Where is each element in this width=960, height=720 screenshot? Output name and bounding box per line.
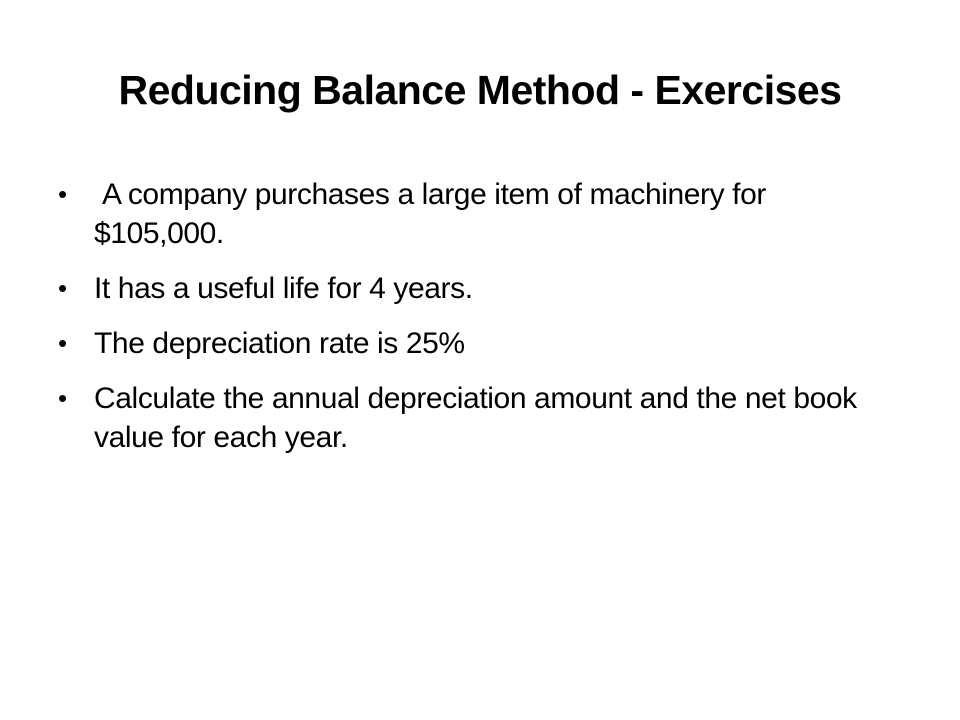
- bullet-icon: •: [58, 179, 67, 209]
- bullet-text: The depreciation rate is 25%: [94, 327, 465, 360]
- slide-title: Reducing Balance Method - Exercises: [118, 67, 842, 113]
- bullet-list: [58, 175, 888, 473]
- bullet-item-task: [58, 379, 888, 457]
- bullet-icon: •: [58, 328, 67, 358]
- bullet-item-purchase: [58, 175, 888, 253]
- bullet-text: Calculate the annual depreciation amount and the net book value for each year.: [94, 382, 857, 454]
- bullet-text: A company purchases a large item of machinery for $105,000.: [94, 178, 774, 250]
- bullet-text: It has a useful life for 4 years.: [94, 272, 473, 305]
- bullet-icon: •: [58, 273, 67, 303]
- bullet-item-useful-life: [58, 269, 888, 308]
- bullet-icon: •: [58, 383, 67, 413]
- bullet-item-depreciation-rate: [58, 324, 888, 363]
